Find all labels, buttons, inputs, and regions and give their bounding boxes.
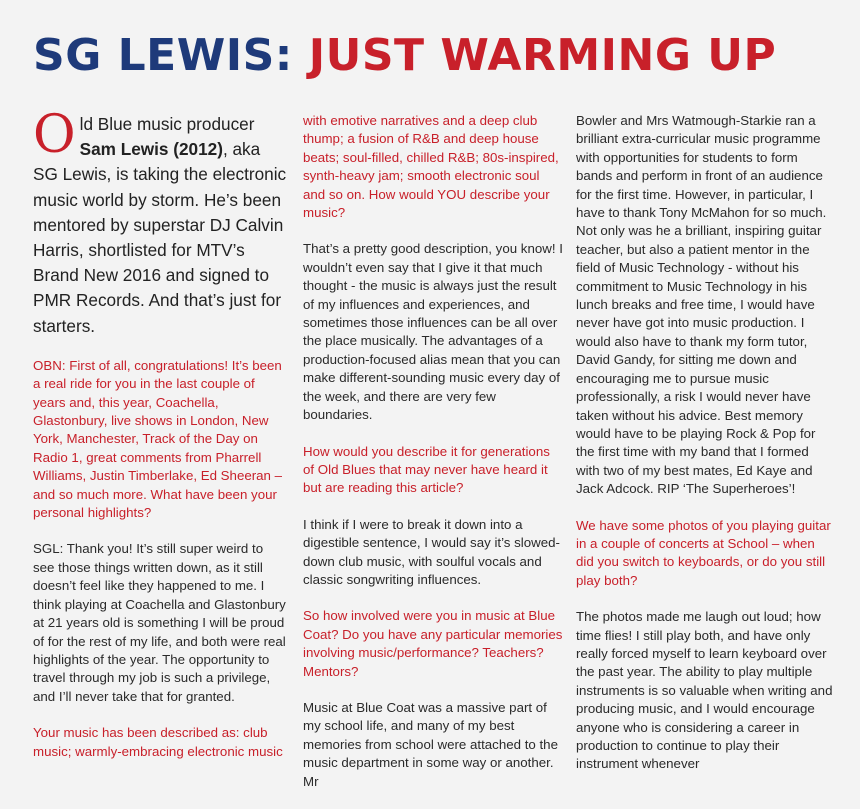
answer-1: SGL: Thank you! It’s still super weird to see those things written down, as it still doesn’t feel like they happened to me. I think playing at Coachella and Glastonbury at 21 years old is something I will be proud of for the rest of my life, and both were real highlights of the year. The opportunity to travel through my job is such a privilege, and I’ll never take that for granted. [33, 541, 286, 704]
drop-cap: O [33, 105, 76, 165]
article-column-2 [303, 112, 563, 809]
article-column-3 [576, 112, 836, 792]
question-1: OBN: First of all, congratulations! It’s been a real ride for you in the last couple of years and, this year, Coachella, Glastonbury, live shows in London, New York, Manchester, Track of the Day on Radio 1, great comments from Pharrell Williams, Justin Timberlake, Ed Sheeran – and so much more. What have been your personal highlights? [33, 357, 283, 521]
answer-4-start: Music at Blue Coat was a massive part of my school life, and many of my best memories from school were attached to the music department in some way or another. Mr [303, 699, 558, 789]
intro-text-after: , aka SG Lewis, is taking the electronic music world by storm. He’s been mentored by superstar DJ Calvin Harris, shortlisted for MTV’s Brand New 2016 and signed to PMR Records. And that’s just for starters. [33, 139, 287, 336]
question-2-end: with emotive narratives and a deep club thump; a fusion of R&B and deep house beats; soul-filled, chilled R&B; 80s-inspired, synth-heavy jam; smooth electronic soul and so on. How would YOU describe your music? [303, 113, 559, 221]
article-headline [33, 30, 777, 81]
question-4: So how involved were you in music at Blue Coat? Do you have any particular memories involving music/performance? Teachers? Mentors? [303, 608, 563, 679]
answer-2: That’s a pretty good description, you know! I wouldn’t even say that I give it that much thought - the music is always just the result of my influences and experiences, and sometimes those influences can be all over the place musically. The advantages of a production-focused alias mean that you can make different-sounding music every day of the week, and there are very few boundaries. [303, 241, 563, 423]
answer-5-start: The photos made me laugh out loud; how time flies! I still play both, and have only really forced myself to learn keyboard over the past year. The ability to play multiple instruments is so valuable when writing and producing music, and I would encourage anyone who is considering a career in production to continue to play their instrument whenever [576, 609, 833, 772]
intro-text-before: ld Blue music producer [79, 114, 255, 134]
article-column-1 [33, 105, 288, 779]
intro-paragraph [33, 105, 288, 339]
question-5: We have some photos of you playing guitar in a couple of concerts at School – when did you switch to keyboards, or do you still play both? [576, 517, 831, 588]
answer-4-end: Bowler and Mrs Watmough-Starkie ran a brilliant extra-curricular music programme with opportunities for students to form bands and perform in front of an audience for the first time. However, in particular, I have to thank Tony McMahon for so much. Not only was he a brilliant, inspiring guitar teacher, but also a patient mentor in the field of Music Technology - without his commitment to Music Technology in his lunch breaks and free time, I would have never have got into music production. I would also have to thank my form tutor, David Gandy, for sitting me down and encouraging me to pursue music professionally, a risk I would never have taken without his advice. Best memory would have to be playing Rock & Pop for the first time with my band that I formed with two of my best mates, Ed Kaye and Jack Adcock. RIP ‘The Superheroes’! [576, 113, 827, 497]
headline-part-2: JUST WARMING UP [308, 30, 777, 81]
headline-part-1: SG LEWIS: [33, 30, 293, 81]
question-2-start: Your music has been described as: club music; warmly-embracing electronic music [33, 725, 283, 759]
answer-3: I think if I were to break it down into a digestible sentence, I would say it’s slowed-down club music, with soulful vocals and classic songwriting influences. [303, 516, 560, 587]
question-3: How would you describe it for generations of Old Blues that may never have heard it but are reading this article? [303, 443, 550, 496]
intro-name: Sam Lewis (2012) [79, 139, 223, 160]
